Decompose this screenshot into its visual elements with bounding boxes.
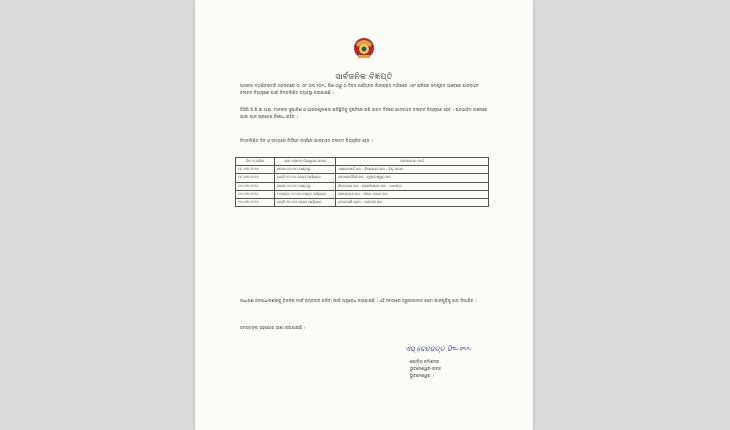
table-row xyxy=(236,166,489,174)
document-title: ସାର୍ବଜନିକ ବିଜ୍ଞପ୍ତି xyxy=(335,72,393,81)
signatory-designation: ପୋଲିସ କମିଶନର xyxy=(410,359,440,364)
cell-route: ଏୟାରପୋର୍ଟ ଛକ - ଲିଙ୍ଗରାଜ ଛକ - ବିନ୍ଦୁ ସାଗର xyxy=(336,166,489,174)
signatory-city: ଭୁବନେଶ୍ୱର । xyxy=(410,373,434,378)
left-background xyxy=(0,0,195,430)
paragraph-cooperation: ସମସ୍ତଙ୍କ ସହଯୋଗ ଆଶା କରାଯାଉଛି । xyxy=(240,325,306,330)
table-row xyxy=(236,182,489,190)
header-time: ଯାନ ଚଳାଚଳ ନିୟନ୍ତ୍ରଣ ସମୟ xyxy=(275,158,336,166)
cell-route: ଲିଙ୍ଗରାଜ ଛକ - ଲକ୍ଷ୍ମୀସାଗର ଛକ - ଝାରପଡ଼ା xyxy=(336,182,489,190)
signature: ଏସ୍ ଦେବଦତ୍ତ ସିଂ xyxy=(405,345,454,353)
cell-date: ୦୯.୦୩.୨୦୨୪ xyxy=(236,182,275,190)
right-background xyxy=(533,0,730,430)
paragraph-closing: ସାଧାରଣ ଜନସାଧାରଣଙ୍କୁ ବିକଳ୍ପ ମାର୍ଗ ବ୍ୟବହାର କରିବା ପାଇଁ ଅନୁରୋଧ କରାଯାଉଛି । ଏହି ସମୟରେ ଜରୁରୀକାଳୀନ ସେବା ଯାନଗୁଡ଼ିକୁ ଛାଡ଼ ଦିଆଯିବ । xyxy=(240,298,477,303)
cell-date: ୦୯.୦୩.୨୦୨୪ xyxy=(236,190,275,198)
cell-date: ୦୮.୦୩.୨୦୨୪ xyxy=(236,166,275,174)
traffic-table xyxy=(235,157,489,207)
cell-time: ସକାଳ ୦୬.୦୦ ଘଣ୍ଟାରୁ xyxy=(275,166,336,174)
table-header-row xyxy=(236,158,489,166)
header-route: ଗମନାଗମନ ମାର୍ଗ xyxy=(336,158,489,166)
cell-route: ଭୀମତାଙ୍ଗୀ ଛକ - ଓଲ୍ଡ ଟାଉନ ଛକ xyxy=(336,190,489,198)
table-row xyxy=(236,174,489,182)
cell-time: ଅପରାହ୍ନ ୦୨.୦୦ ଘଣ୍ଟା ପର୍ଯ୍ୟନ୍ତ xyxy=(275,190,336,198)
signature-date: ୦୪.୦୩.୨୪ xyxy=(453,346,472,351)
paragraph-schedule: ନିମ୍ନଲିଖିତ ଦିନ ଓ ସମୟରେ ନିର୍ଦ୍ଦିଷ୍ଟ ମାର୍ଗରେ ଯାନବାହନ ଚଳାଚଳ ନିୟନ୍ତ୍ରିତ ହେବ । xyxy=(240,138,373,143)
paragraph-details: ଡିସିପି ସି.ପି.ଇ.ଆଇ. ମାନଙ୍କ ସୁପାରିଶ ଓ ଆଇନଶୃଙ୍ଖଳା ପରିସ୍ଥିତିକୁ ଦୃଷ୍ଟିରେ ରଖି ଉକ୍ତ ଦିନରେ ଯାନବାହନ ଚଳାଚଳ ନିୟନ୍ତ୍ରଣ ହେବ । ପ୍ରଭାବିତ ଅଞ୍ଚଳରେ ଭାରୀ ଯାନ ପ୍ରବେଶ ନିଷେଧ ରହିବ । xyxy=(240,107,488,119)
signatory-office: ଭୁବନେଶ୍ୱର-କଟକ xyxy=(410,366,442,371)
cell-date: ୧୦.୦୩.୨୦୨୪ xyxy=(236,199,275,207)
cell-route: ଟଙ୍କପାଣି ରୋଡ - କଲ୍ପନା ଛକ xyxy=(336,199,489,207)
cell-route: କେଦାରଗୌରୀ ଛକ - ମୁକ୍ତେଶ୍ୱର ଛକ xyxy=(336,174,489,182)
cell-date: ୦୮.୦୩.୨୦୨୪ xyxy=(236,174,275,182)
table-row xyxy=(236,199,489,207)
header-date: ଦିନ ଓ ତାରିଖ xyxy=(236,158,275,166)
cell-time: ସକାଳ ୦୬.୦୦ ଘଣ୍ଟାରୁ xyxy=(275,182,336,190)
police-emblem-icon xyxy=(351,34,377,60)
paragraph-intro: ଆସନ୍ତା ମହାଶିବରାତ୍ରି ଅବସରରେ ତା. ୦୮.୦୩.୨୦୨୪ ରିଖ ଠାରୁ ୦ ଦିବସ ପର୍ଯ୍ୟନ୍ତ ଲିଙ୍ଗରାଜ ମନ୍ଦିରରେ ଏବଂ ପରିସର ସମ୍ପୃକ୍ତ ଅଞ୍ଚଳରେ ଯାନବାହନ ଚଳାଚଳ ନିୟନ୍ତ୍ରଣ ପାଇଁ ନିମ୍ନଲିଖିତ ବ୍ୟବସ୍ଥା କରାଯାଇଛି । xyxy=(240,83,479,95)
document-page xyxy=(195,0,533,430)
cell-time: ରାତ୍ରି ୧୨.୦୦ ଘଣ୍ଟା ପର୍ଯ୍ୟନ୍ତ xyxy=(275,174,336,182)
signatory-block xyxy=(410,358,441,379)
table-row xyxy=(236,190,489,198)
cell-time: ରାତ୍ରି ୧୦.୦୦ ଘଣ୍ଟା ପର୍ଯ୍ୟନ୍ତ xyxy=(275,199,336,207)
